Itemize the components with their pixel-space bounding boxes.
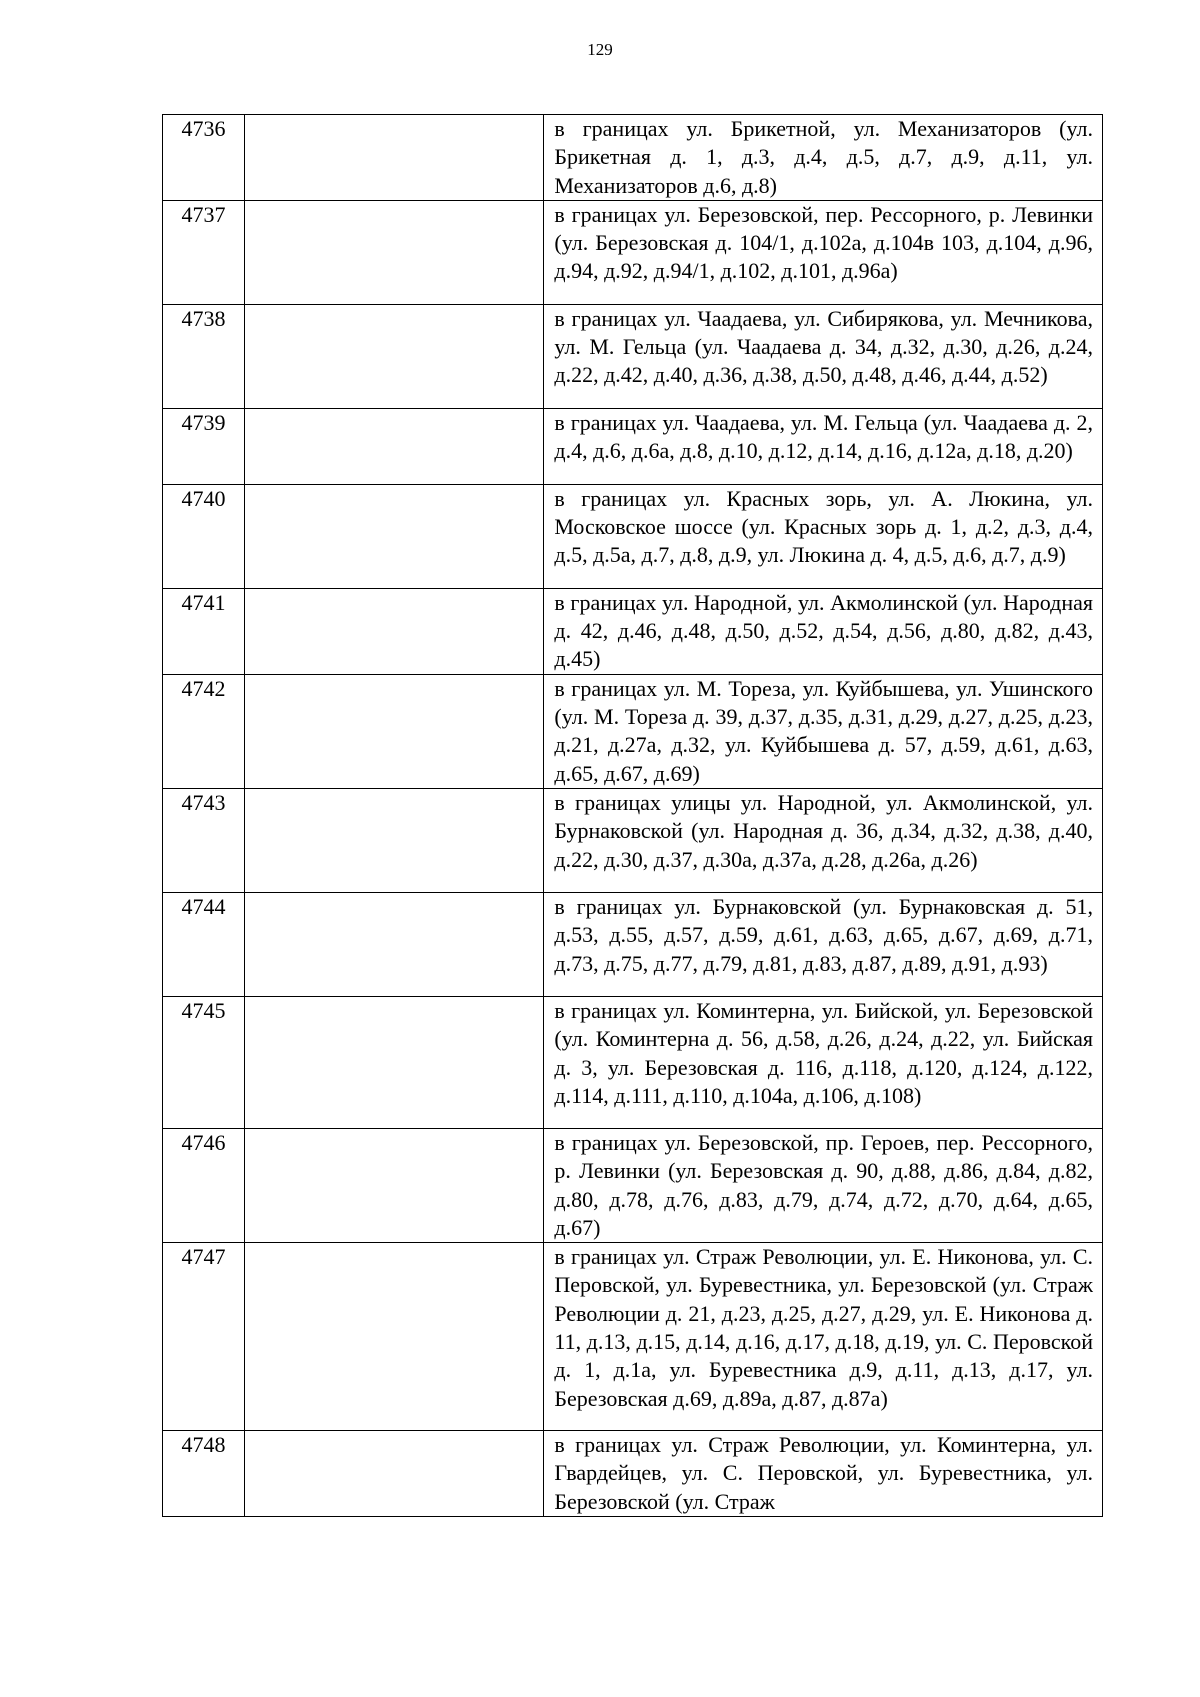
row-number: 4738 [163, 304, 245, 408]
table-row [163, 1128, 1103, 1242]
empty-cell [245, 996, 544, 1128]
table-row [163, 115, 1103, 201]
table-row [163, 304, 1103, 408]
boundary-description-cell [544, 484, 1103, 588]
boundary-description-cell [544, 788, 1103, 892]
boundary-description-cell [544, 996, 1103, 1128]
row-number: 4739 [163, 408, 245, 484]
boundary-description: в границах улицы ул. Народной, ул. Акмолинской, ул. Бурнаковской (ул. Народная д. 36, д.34, д.32, д.38, д.40, д.22, д.30, д.37, д.30а, д.37а, д.28, д.26а, д.26) [554, 789, 1093, 872]
row-number: 4741 [163, 588, 245, 674]
empty-cell [245, 408, 544, 484]
boundary-description-cell [544, 1243, 1103, 1431]
table-row [163, 484, 1103, 588]
boundary-description: в границах ул. М. Тореза, ул. Куйбышева, ул. Ушинского (ул. М. Тореза д. 39, д.37, д.35, д.31, д.29, д.27, д.25, д.23, д.21, д.27а, д.32, ул. Куйбышева д. 57, д.59, д.61, д.63, д.65, д.67, д.69) [554, 675, 1093, 786]
row-number: 4747 [163, 1243, 245, 1431]
row-number: 4736 [163, 115, 245, 201]
boundary-description-cell [544, 1431, 1103, 1517]
row-number: 4743 [163, 788, 245, 892]
boundary-description: в границах ул. Березовской, пр. Героев, пер. Рессорного, р. Левинки (ул. Березовская д. 90, д.88, д.86, д.84, д.82, д.80, д.78, д.76, д.83, д.79, д.74, д.72, д.70, д.64, д.65, д.67) [554, 1129, 1093, 1240]
boundary-description-cell [544, 408, 1103, 484]
table-row [163, 996, 1103, 1128]
table-row [163, 892, 1103, 996]
table-row [163, 1243, 1103, 1431]
boundary-description-cell [544, 304, 1103, 408]
empty-cell [245, 892, 544, 996]
page-number: 129 [587, 40, 613, 59]
table-row [163, 674, 1103, 788]
boundary-description: в границах ул. Брикетной, ул. Механизаторов (ул. Брикетная д. 1, д.3, д.4, д.5, д.7, д.9, д.11, ул. Механизаторов д.6, д.8) [554, 116, 1093, 198]
boundary-description: в границах ул. Красных зорь, ул. А. Люкина, ул. Московское шоссе (ул. Красных зорь д. 1, д.2, д.3, д.4, д.5, д.5а, д.7, д.8, д.9, ул. Люкина д. 4, д.5, д.6, д.7, д.9) [554, 485, 1093, 568]
empty-cell [245, 788, 544, 892]
boundary-description: в границах ул. Страж Революции, ул. Коминтерна, ул. Гвардейцев, ул. С. Перовской, ул. Буревестника, ул. Березовской (ул. Страж [554, 1432, 1093, 1514]
table-row [163, 1431, 1103, 1517]
address-table [162, 114, 1103, 1517]
empty-cell [245, 674, 544, 788]
empty-cell [245, 115, 544, 201]
empty-cell [245, 484, 544, 588]
boundary-description-cell [544, 200, 1103, 304]
boundary-description: в границах ул. Чаадаева, ул. Сибирякова, ул. Мечникова, ул. М. Гельца (ул. Чаадаева д. 34, д.32, д.30, д.26, д.24, д.22, д.42, д.40, д.36, д.38, д.50, д.48, д.46, д.44, д.52) [554, 305, 1093, 388]
empty-cell [245, 1128, 544, 1242]
boundary-description: в границах ул. Народной, ул. Акмолинской (ул. Народная д. 42, д.46, д.48, д.50, д.52, д.54, д.56, д.80, д.82, д.43, д.45) [554, 589, 1093, 672]
table-body [163, 115, 1103, 1517]
boundary-description-cell [544, 588, 1103, 674]
row-number: 4740 [163, 484, 245, 588]
table-row [163, 788, 1103, 892]
boundary-description-cell [544, 1128, 1103, 1242]
table-row [163, 408, 1103, 484]
empty-cell [245, 200, 544, 304]
empty-cell [245, 1243, 544, 1431]
empty-cell [245, 588, 544, 674]
row-number: 4746 [163, 1128, 245, 1242]
boundary-description: в границах ул. Бурнаковской (ул. Бурнаковская д. 51, д.53, д.55, д.57, д.59, д.61, д.63, д.65, д.67, д.69, д.71, д.73, д.75, д.77, д.79, д.81, д.83, д.87, д.89, д.91, д.93) [554, 893, 1093, 976]
empty-cell [245, 1431, 544, 1517]
row-number: 4742 [163, 674, 245, 788]
boundary-description: в границах ул. Березовской, пер. Рессорного, р. Левинки (ул. Березовская д. 104/1, д.102а, д.104в 103, д.104, д.96, д.94, д.92, д.94/1, д.102, д.101, д.96а) [554, 201, 1093, 284]
table-row [163, 588, 1103, 674]
boundary-description: в границах ул. Чаадаева, ул. М. Гельца (ул. Чаадаева д. 2, д.4, д.6, д.6а, д.8, д.10, д.12, д.14, д.16, д.12а, д.18, д.20) [554, 409, 1093, 464]
boundary-description-cell [544, 674, 1103, 788]
boundary-description: в границах ул. Страж Революции, ул. Е. Никонова, ул. С. Перовской, ул. Буревестника, ул. Березовской (ул. Страж Революции д. 21, д.23, д.25, д.27, д.29, ул. Е. Никонова д. 11, д.13, д.15, д.14, д.16, д.17, д.18, д.19, ул. С. Перовской д. 1, д.1а, ул. Буревестника д.9, д.11, д.13, д.17, ул. Березовская д.69, д.89а, д.87, д.87а) [554, 1244, 1093, 1411]
empty-cell [245, 304, 544, 408]
boundary-description-cell [544, 892, 1103, 996]
table-row [163, 200, 1103, 304]
boundary-description-cell [544, 115, 1103, 201]
row-number: 4748 [163, 1431, 245, 1517]
boundary-description: в границах ул. Коминтерна, ул. Бийской, ул. Березовской (ул. Коминтерна д. 56, д.58, д.26, д.24, д.22, ул. Бийская д. 3, ул. Березовская д. 116, д.118, д.120, д.124, д.122, д.114, д.111, д.110, д.104а, д.106, д.108) [554, 997, 1093, 1108]
row-number: 4744 [163, 892, 245, 996]
row-number: 4745 [163, 996, 245, 1128]
row-number: 4737 [163, 200, 245, 304]
